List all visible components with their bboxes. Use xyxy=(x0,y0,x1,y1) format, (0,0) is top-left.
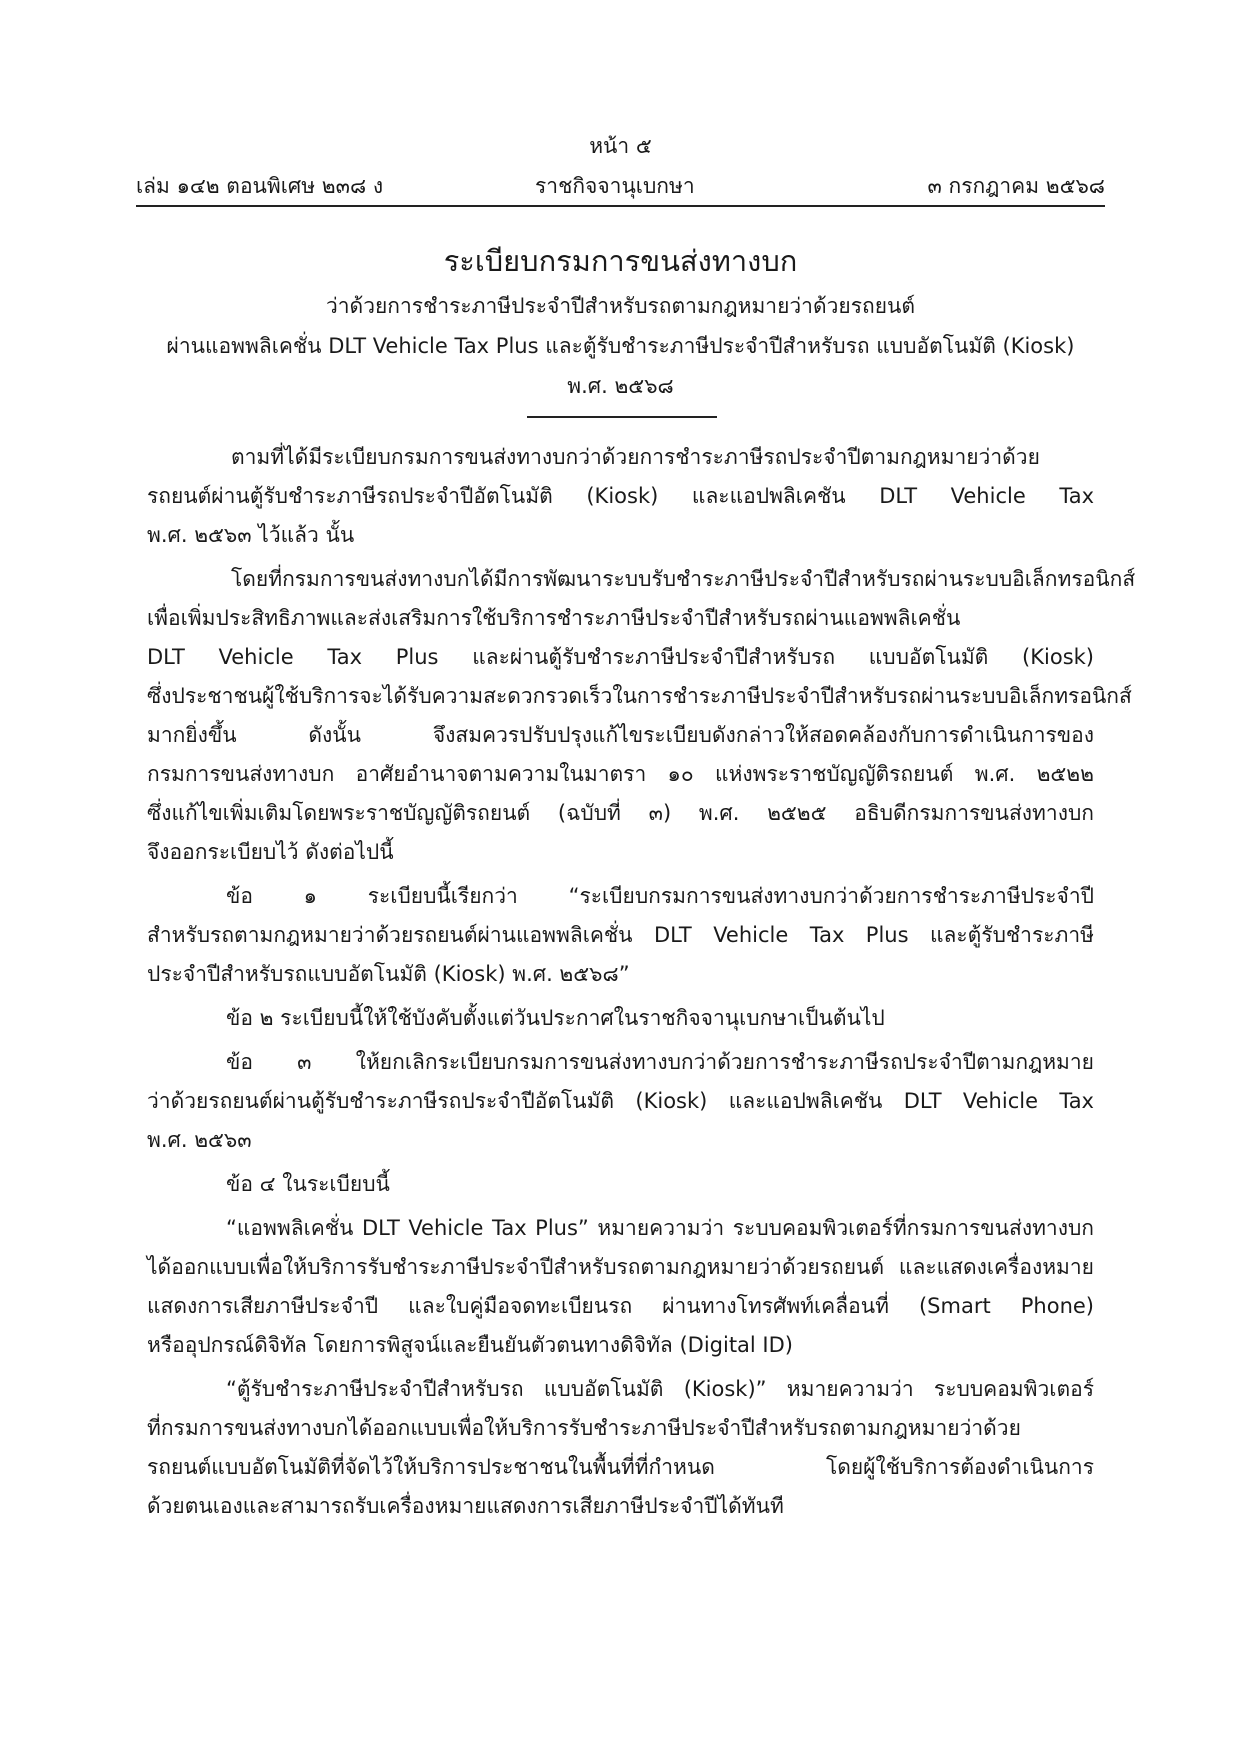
publication-date: ๓ กรกฎาคม ๒๕๖๘ xyxy=(927,174,1105,198)
document-year: พ.ศ. ๒๕๖๘ xyxy=(567,374,674,398)
definition-1-line: แสดงการเสียภาษีประจำปี และใบคู่มือจดทะเบียนรถ ผ่านทางโทรศัพท์เคลื่อนที่ (Smart Phone) xyxy=(147,1294,1094,1318)
paragraph-line: เพื่อเพิ่มประสิทธิภาพและส่งเสริมการใช้บริการชำระภาษีประจำปีสำหรับรถผ่านแอพพลิเคชั่น xyxy=(147,606,961,630)
definition-2-line: ที่กรมการขนส่งทางบกได้ออกแบบเพื่อให้บริการรับชำระภาษีประจำปีสำหรับรถตามกฎหมายว่าด้วย xyxy=(147,1416,1021,1440)
title-divider xyxy=(527,416,717,418)
clause-3-line: พ.ศ. ๒๕๖๓ xyxy=(147,1128,252,1152)
paragraph-line: พ.ศ. ๒๕๖๓ ไว้แล้ว นั้น xyxy=(147,523,355,547)
clause-2-line: ข้อ ๒ ระเบียบนี้ให้ใช้บังคับตั้งแต่วันประกาศในราชกิจจานุเบกษาเป็นต้นไป xyxy=(226,1006,885,1030)
paragraph-line: โดยที่กรมการขนส่งทางบกได้มีการพัฒนาระบบรับชำระภาษีประจำปีสำหรับรถผ่านระบบอิเล็กทรอนิกส์ xyxy=(231,567,1136,591)
clause-4-line: ข้อ ๔ ในระเบียบนี้ xyxy=(226,1172,390,1196)
paragraph-line: DLT Vehicle Tax Plus และผ่านตู้รับชำระภาษีประจำปีสำหรับรถ แบบอัตโนมัติ (Kiosk) xyxy=(147,645,1094,669)
document-subtitle-line-2: ผ่านแอพพลิเคชั่น DLT Vehicle Tax Plus และตู้รับชำระภาษีประจำปีสำหรับรถ แบบอัตโนมัติ (Kiosk) xyxy=(166,334,1075,358)
clause-1-line: ข้อ ๑ ระเบียบนี้เรียกว่า “ระเบียบกรมการขนส่งทางบกว่าด้วยการชำระภาษีประจำปี xyxy=(226,884,1094,908)
definition-1-line: หรืออุปกรณ์ดิจิทัล โดยการพิสูจน์และยืนยันตัวตนทางดิจิทัล (Digital ID) xyxy=(147,1333,793,1357)
definition-2-line: ด้วยตนเองและสามารถรับเครื่องหมายแสดงการเสียภาษีประจำปีได้ทันที xyxy=(147,1494,784,1518)
paragraph-line: ซึ่งแก้ไขเพิ่มเติมโดยพระราชบัญญัติรถยนต์ (ฉบับที่ ๓) พ.ศ. ๒๕๒๕ อธิบดีกรมการขนส่งทางบก xyxy=(147,801,1094,825)
clause-3-line: ข้อ ๓ ให้ยกเลิกระเบียบกรมการขนส่งทางบกว่าด้วยการชำระภาษีรถประจำปีตามกฎหมาย xyxy=(226,1050,1094,1074)
document-title: ระเบียบกรมการขนส่งทางบก xyxy=(443,244,798,278)
clause-3-line: ว่าด้วยรถยนต์ผ่านตู้รับชำระภาษีรถประจำปีอัตโนมัติ (Kiosk) และแอปพลิเคชัน DLT Vehicle Tax xyxy=(147,1089,1094,1113)
document-subtitle-line-1: ว่าด้วยการชำระภาษีประจำปีสำหรับรถตามกฎหมายว่าด้วยรถยนต์ xyxy=(325,294,916,318)
volume-issue: เล่ม ๑๔๒ ตอนพิเศษ ๒๓๘ ง xyxy=(136,174,384,198)
paragraph-line: จึงออกระเบียบไว้ ดังต่อไปนี้ xyxy=(147,840,394,864)
definition-1-line: “แอพพลิเคชั่น DLT Vehicle Tax Plus” หมายความว่า ระบบคอมพิวเตอร์ที่กรมการขนส่งทางบก xyxy=(226,1216,1094,1240)
paragraph-line: ซึ่งประชาชนผู้ใช้บริการจะได้รับความสะดวกรวดเร็วในการชำระภาษีประจำปีสำหรับรถผ่านระบบอิเล็กทรอนิกส์ xyxy=(147,684,1132,708)
clause-1-line: ประจำปีสำหรับรถแบบอัตโนมัติ (Kiosk) พ.ศ. ๒๕๖๘” xyxy=(147,962,630,986)
header-divider xyxy=(136,205,1105,207)
gazette-header xyxy=(136,170,1105,204)
paragraph-line: มากยิ่งขึ้น ดังนั้น จึงสมควรปรับปรุงแก้ไขระเบียบดังกล่าวให้สอดคล้องกับการดำเนินการของ xyxy=(147,723,1094,747)
gazette-name: ราชกิจจานุเบกษา xyxy=(535,174,695,198)
page-number: หน้า ๕ xyxy=(589,134,652,158)
paragraph-line: ตามที่ได้มีระเบียบกรมการขนส่งทางบกว่าด้วยการชำระภาษีรถประจำปีตามกฎหมายว่าด้วย xyxy=(231,445,1040,469)
paragraph-line: กรมการขนส่งทางบก อาศัยอำนาจตามความในมาตรา ๑๐ แห่งพระราชบัญญัติรถยนต์ พ.ศ. ๒๕๒๒ xyxy=(147,762,1094,786)
paragraph-line: รถยนต์ผ่านตู้รับชำระภาษีรถประจำปีอัตโนมัติ (Kiosk) และแอปพลิเคชัน DLT Vehicle Tax xyxy=(147,484,1094,508)
definition-2-line: “ตู้รับชำระภาษีประจำปีสำหรับรถ แบบอัตโนมัติ (Kiosk)” หมายความว่า ระบบคอมพิวเตอร์ xyxy=(226,1377,1094,1401)
clause-1-line: สำหรับรถตามกฎหมายว่าด้วยรถยนต์ผ่านแอพพลิเคชั่น DLT Vehicle Tax Plus และตู้รับชำระภาษี xyxy=(147,923,1094,947)
definition-2-line: รถยนต์แบบอัตโนมัติที่จัดไว้ให้บริการประชาชนในพื้นที่ที่กำหนด โดยผู้ใช้บริการต้องดำเนินการ xyxy=(147,1455,1094,1479)
definition-1-line: ได้ออกแบบเพื่อให้บริการรับชำระภาษีประจำปีสำหรับรถตามกฎหมายว่าด้วยรถยนต์ และแสดงเครื่องหมาย xyxy=(147,1255,1094,1279)
